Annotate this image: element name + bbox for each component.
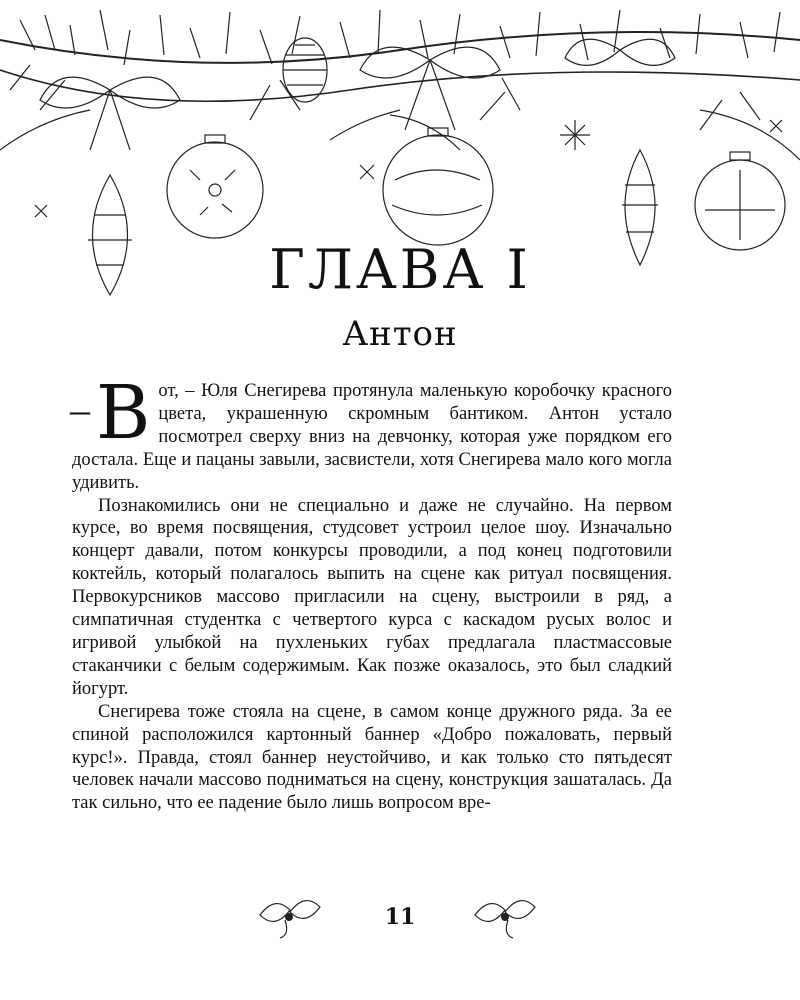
pinecone — [283, 38, 327, 102]
holly-left-icon — [255, 890, 325, 940]
ornament-balls — [167, 128, 785, 250]
holly-right-icon — [470, 890, 540, 940]
drop-cap: В — [96, 370, 151, 456]
paragraph-1-text: от, – Юля Снегирева протянула маленькую коробочку красного цвета, украшенную скромным бантиком. Антон устало посмотрел сверху вниз на девчонку, которая уже порядком его достала. Еще и пацаны завыли, засвистели, хотя Снегирева мало кого могла удивить. — [72, 381, 672, 493]
snowflakes — [35, 120, 782, 217]
chapter-body — [70, 370, 672, 815]
paragraph-2: Познакомились они не специально и даже не случайно. На первом курсе, во время посвящения, студсовет устроил целое шоу. Изначально концерт давали, потом конкурсы проводили, а под конец подготовили коктейль, который полагалось выпить на сцене как ритуал посвящения. Первокурсников массово пригласили на сцену, выстроили в ряд, а симпатичная студентка с четвертого курса с каскадом русых волос и игривой улыбкой на пухленьких губах предлагала пластмассовые стаканчики с белым содержимым. Как позже оказалось, это был сладкий йогурт. — [72, 495, 672, 699]
paragraph-3: Снегирева тоже стояла на сцене, в самом конце дружного ряда. За ее спиной расположился картонный баннер «Добро пожаловать, первый курс!». Правда, стоял баннер неустойчиво, и как только сто пятьдесят человек начали массово подниматься на сцену, конструкция зашаталась. Да так сильно, что ее падение было лишь вопросом вре- — [72, 701, 672, 814]
opening-dash: – — [70, 387, 90, 432]
page-footer — [0, 890, 800, 950]
chapter-subtitle: Антон — [342, 314, 458, 354]
paragraph-1 — [70, 370, 672, 495]
page-number: 11 — [384, 904, 416, 930]
chapter-title: ГЛАВА I — [269, 238, 531, 301]
